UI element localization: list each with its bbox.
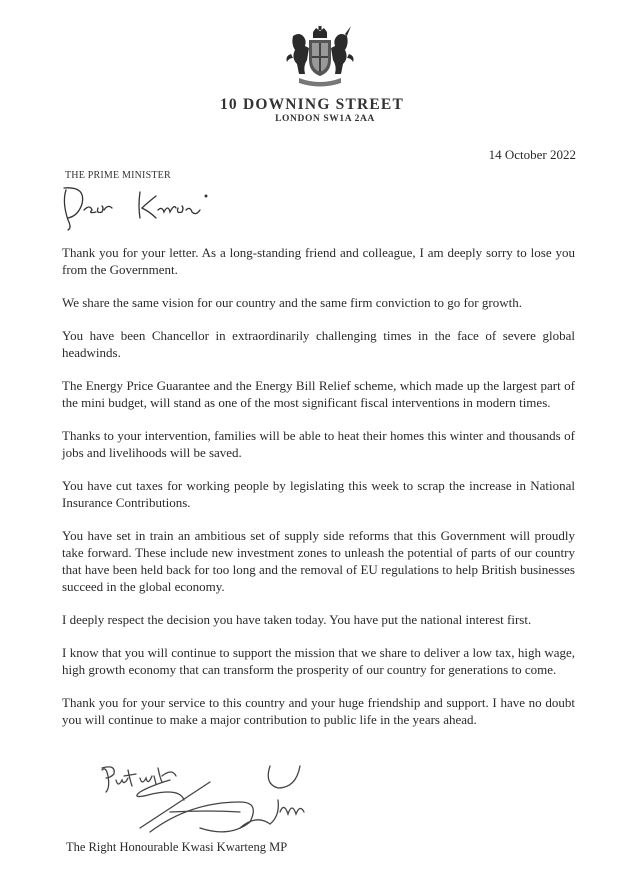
body-paragraph: We share the same vision for our country and the same firm conviction to go for growth.	[62, 295, 522, 310]
royal-coat-of-arms-icon	[285, 26, 355, 92]
body-paragraph: You have been Chancellor in extraordinarily challenging times in the face of severe global headwinds.	[62, 328, 575, 360]
body-paragraph: Thank you for your service to this country and your huge friendship and support. I have no doubt you will continue to make a major contribution to public life in the years ahead.	[62, 695, 575, 727]
letterhead-address-line1: 10 DOWNING STREET	[219, 96, 405, 113]
sender-title: THE PRIME MINISTER	[65, 170, 171, 181]
letter-date: 14 October 2022	[488, 147, 576, 162]
letterhead-address-line2: LONDON SW1A 2AA	[275, 114, 375, 124]
recipient-name: The Right Honourable Kwasi Kwarteng MP	[66, 840, 288, 854]
body-paragraph: I deeply respect the decision you have taken today. You have put the national interest first.	[62, 612, 532, 627]
letter-body	[62, 244, 575, 744]
handwritten-closing-and-signature	[100, 762, 370, 842]
body-paragraph: You have set in train an ambitious set of supply side reforms that this Government will proudly take forward. These include new investment zones to unleash the potential of parts of our country that have been held back for too long and the removal of EU regulations to help British businesses succeed in the global economy.	[62, 528, 575, 594]
body-paragraph: Thank you for your letter. As a long-standing friend and colleague, I am deeply sorry to lose you from the Government.	[62, 245, 575, 277]
handwritten-salutation	[60, 182, 220, 232]
body-paragraph: The Energy Price Guarantee and the Energy Bill Relief scheme, which made up the largest part of the mini budget, will stand as one of the most significant fiscal interventions in modern times.	[62, 378, 575, 410]
body-paragraph: I know that you will continue to support the mission that we share to deliver a low tax, high wage, high growth economy that can transform the prosperity of our country for generations to come.	[62, 645, 575, 677]
body-paragraph: You have cut taxes for working people by legislating this week to scrap the increase in National Insurance Contributions.	[62, 478, 575, 510]
body-paragraph: Thanks to your intervention, families will be able to heat their homes this winter and thousands of jobs and livelihoods will be saved.	[62, 428, 575, 460]
